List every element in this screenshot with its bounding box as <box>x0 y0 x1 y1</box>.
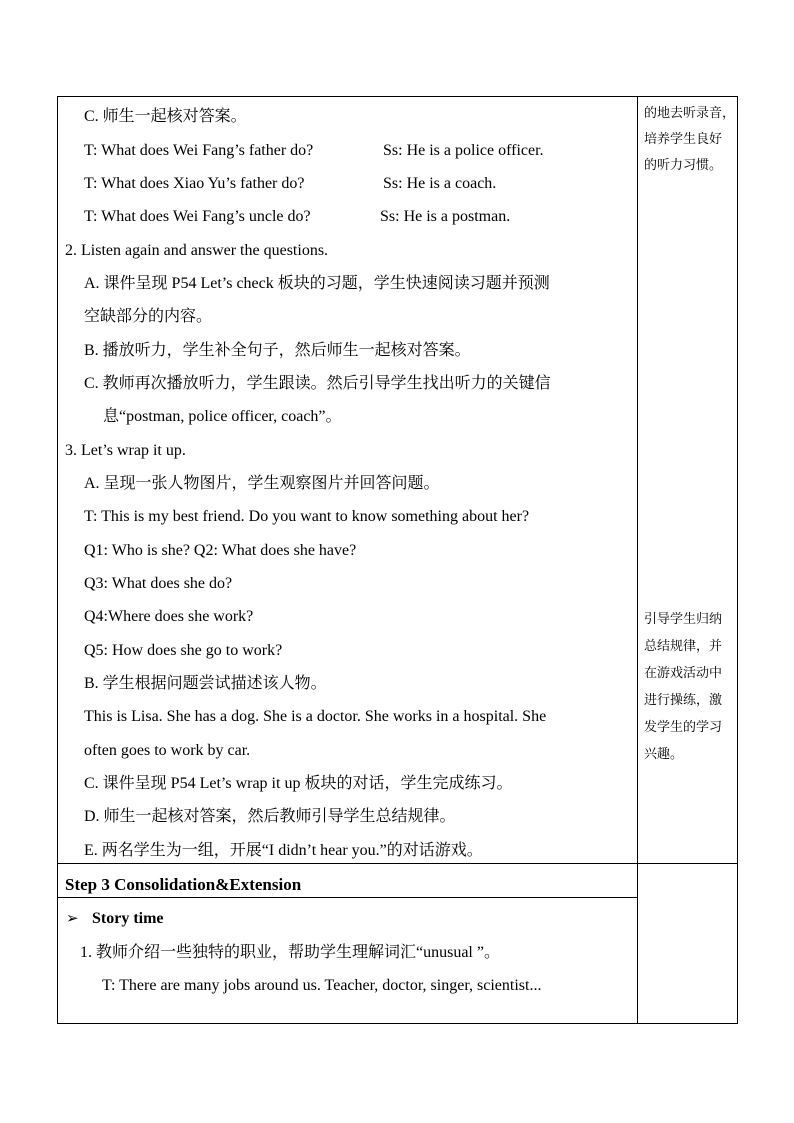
note-line: 发学生的学习 <box>644 720 723 735</box>
text-line: T: There are many jobs around us. Teacher, doctor, singer, scientist... <box>102 977 542 994</box>
text-line: B. 学生根据问题尝试描述该人物。 <box>84 675 327 692</box>
note-line: 在游戏活动中 <box>644 666 723 681</box>
text-line: Ss: He is a postman. <box>380 208 511 225</box>
section-heading: 2. Listen again and answer the questions. <box>65 242 329 259</box>
text-line: T: What does Wei Fang’s father do? <box>84 142 314 159</box>
text-line: A. 呈现一张人物图片，学生观察图片并回答问题。 <box>84 475 440 492</box>
section-heading: 3. Let’s wrap it up. <box>65 442 186 459</box>
arrow-bullet-icon: ➢ <box>66 911 79 927</box>
text-line: Q1: Who is she? Q2: What does she have? <box>84 542 357 559</box>
text-line: B. 播放听力，学生补全句子，然后师生一起核对答案。 <box>84 342 471 359</box>
text-line: 1. 教师介绍一些独特的职业，帮助学生理解词汇“unusual ”。 <box>80 944 500 961</box>
text-line: Ss: He is a police officer. <box>383 142 544 159</box>
text-line: C. 课件呈现 P54 Let’s wrap it up 板块的对话，学生完成练习。 <box>84 775 513 792</box>
step-heading-divider <box>58 897 637 898</box>
text-line: often goes to work by car. <box>84 742 251 759</box>
text-line: C. 师生一起核对答案。 <box>84 108 247 125</box>
story-time-label: Story time <box>92 910 164 927</box>
note-line: 的地去听录音， <box>644 106 736 121</box>
text-line: This is Lisa. She has a dog. She is a doctor. She works in a hospital. She <box>84 708 547 725</box>
text-line: T: What does Wei Fang’s uncle do? <box>84 208 311 225</box>
lesson-plan-table <box>57 96 738 1024</box>
note-line: 兴趣。 <box>644 747 684 762</box>
note-line: 进行操练，激 <box>644 693 723 708</box>
step-3-heading: Step 3 Consolidation&Extension <box>65 875 302 894</box>
text-line: E. 两名学生为一组，开展“I didn’t hear you.”的对话游戏。 <box>84 842 483 859</box>
column-divider <box>637 97 638 1023</box>
row-divider <box>58 863 737 864</box>
text-line: Q5: How does she go to work? <box>84 642 283 659</box>
text-line: 空缺部分的内容。 <box>84 308 213 325</box>
text-line: T: What does Xiao Yu’s father do? <box>84 175 305 192</box>
text-line: 息“postman, police officer, coach”。 <box>103 408 342 425</box>
note-line: 引导学生归纳 <box>644 612 723 627</box>
text-line: D. 师生一起核对答案，然后教师引导学生总结规律。 <box>84 808 456 825</box>
text-line: Ss: He is a coach. <box>383 175 497 192</box>
text-line: T: This is my best friend. Do you want to know something about her? <box>84 508 530 525</box>
note-line: 总结规律，并 <box>644 639 723 654</box>
text-line: Q3: What does she do? <box>84 575 233 592</box>
text-line: A. 课件呈现 P54 Let’s check 板块的习题，学生快速阅读习题并预测 <box>84 275 550 292</box>
text-line: C. 教师再次播放听力，学生跟读。然后引导学生找出听力的关键信 <box>84 375 551 392</box>
text-line: Q4:Where does she work? <box>84 608 254 625</box>
note-line: 的听力习惯。 <box>644 158 723 173</box>
note-line: 培养学生良好 <box>644 132 723 147</box>
